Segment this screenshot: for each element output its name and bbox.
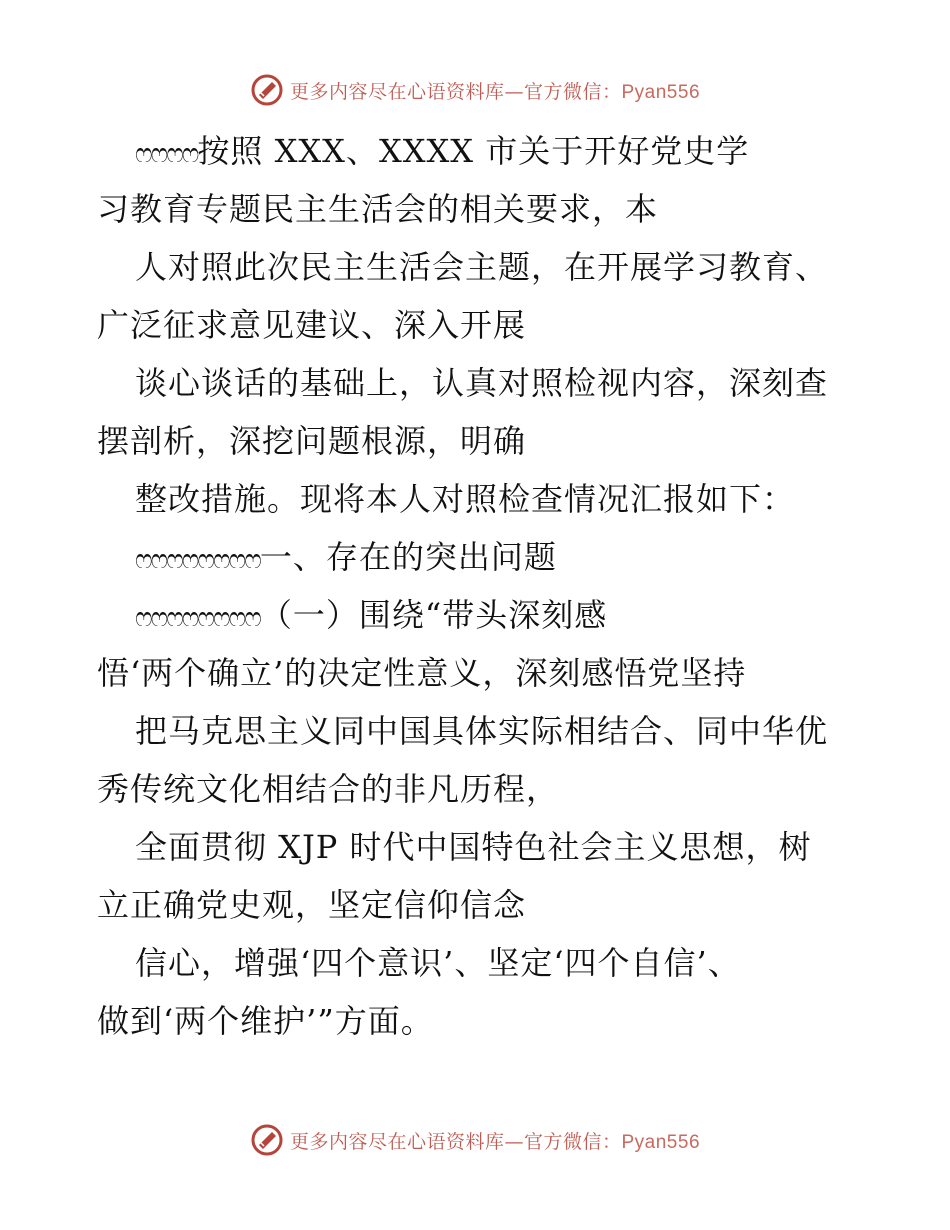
paragraph-line: 习教育专题民主生活会的相关要求，本 (97, 190, 659, 228)
paragraph-line: 立正确党史观，坚定信仰信念 (97, 886, 527, 924)
paragraph-line: 人对照此次民主生活会主题，在开展学习教育、 (135, 248, 829, 286)
paragraph-line: ෆෆෆෆ按照 XXX、XXXX 市关于开好党史学 (135, 132, 750, 170)
wechat-id: Pyan556 (621, 81, 701, 103)
brand-logo-icon (250, 1123, 284, 1157)
ornament-glyphs: ෆෆෆෆෆෆෆෆ (135, 545, 260, 575)
document-body (97, 122, 857, 1050)
paragraph-line: 信心，增强‘四个意识’、坚定‘四个自信’、 (135, 944, 741, 982)
paragraph-line: 悟‘两个确立’的决定性意义，深刻感悟党坚持 (97, 654, 747, 692)
footer-banner (0, 1120, 950, 1160)
wechat-id: Pyan556 (621, 1131, 701, 1153)
paragraph-line: 全面贯彻 XJP 时代中国特色社会主义思想，树 (135, 828, 812, 866)
ornament-glyphs: ෆෆෆෆ (135, 139, 198, 169)
paragraph-line: 谈心谈话的基础上，认真对照检视内容，深刻查 (135, 364, 829, 402)
paragraph-line: 整改措施。现将本人对照检查情况汇报如下： (135, 480, 796, 518)
paragraph-line: 摆剖析，深挖问题根源，明确 (97, 422, 527, 460)
header-banner (0, 70, 950, 110)
paragraph-line: 秀传统文化相结合的非凡历程， (97, 770, 560, 808)
brand-logo-icon (250, 73, 284, 107)
ornament-glyphs: ෆෆෆෆෆෆෆෆ (135, 603, 260, 633)
section-heading: ෆෆෆෆෆෆෆෆ一、存在的突出问题 (135, 538, 557, 576)
paragraph-line: 把马克思主义同中国具体实际相结合、同中华优 (135, 712, 829, 750)
subsection-heading: ෆෆෆෆෆෆෆෆ（一）围绕“带头深刻感 (135, 596, 608, 634)
banner-text: 更多内容尽在心语资料库—官方微信：Pyan556 (289, 1130, 701, 1153)
paragraph-line: 广泛征求意见建议、深入开展 (97, 306, 527, 344)
banner-text: 更多内容尽在心语资料库—官方微信：Pyan556 (289, 80, 701, 103)
paragraph-line: 做到‘两个维护’”方面。 (97, 1002, 434, 1040)
